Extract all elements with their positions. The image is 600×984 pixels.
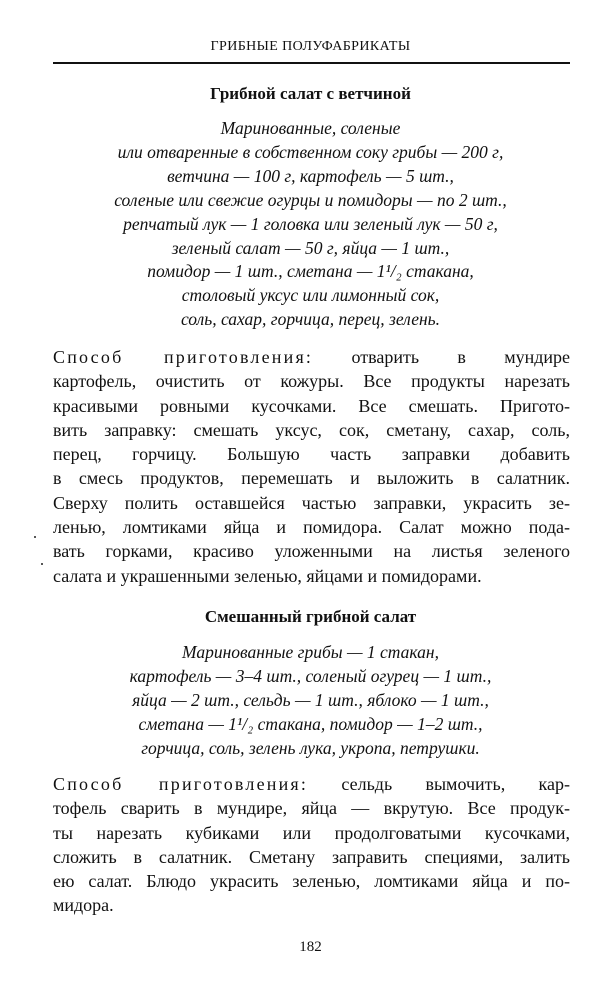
method-line: вать горками, красиво уложенными на листья зеленого: [53, 541, 570, 562]
ingredient-line: соль, сахар, горчица, перец, зелень.: [180, 309, 441, 330]
method-line: салата и украшенными зеленью, яйцами и помидорами.: [53, 565, 482, 586]
method-line: [53, 772, 570, 796]
method-line: Сверху полить оставшейся частью заправки, украсить зе-: [53, 492, 570, 513]
method-line: тофель сварить в мундире, яйца — вкрутую. Все продук-: [53, 798, 570, 819]
ingredient-line: репчатый лук — 1 головка или зеленый лук — 50 г,: [123, 213, 498, 234]
scan-speck: [41, 563, 43, 565]
method-line: в смесь продуктов, перемешать и выложить в салатник.: [53, 468, 570, 489]
page-number: 182: [299, 939, 322, 955]
recipe-title: Смешанный грибной салат: [204, 607, 417, 626]
method-line: ты нарезать кубиками или продолговатыми кусочками,: [53, 822, 570, 843]
ingredient-line: горчица, соль, зелень лука, укропа, петрушки.: [141, 737, 480, 758]
method-line: сложить в салатник. Сметану заправить специями, залить: [53, 846, 570, 867]
ingredient-line: яйца — 2 шт., сельдь — 1 шт., яблоко — 1 шт.,: [132, 689, 489, 710]
method-text: сельдь вымочить, кар-: [308, 774, 570, 794]
method-paragraph: [53, 772, 570, 918]
method-line: ленью, ломтиками яйца и помидора. Салат можно пода-: [53, 517, 570, 538]
ingredient-line: ветчина — 100 г, картофель — 5 шт.,: [167, 165, 454, 186]
method-label: Способ приготовления:: [53, 347, 314, 367]
ingredient-line: соленые или свежие огурцы и помидоры — по 2 шт.,: [114, 189, 507, 210]
method-line: [53, 345, 570, 369]
ingredient-line: картофель — 3–4 шт., соленый огурец — 1 шт.,: [129, 665, 492, 686]
scan-speck: [34, 536, 36, 538]
header-rule: [53, 62, 570, 64]
running-header: ГРИБНЫЕ ПОЛУФАБРИКАТЫ: [210, 39, 411, 54]
method-paragraph: [53, 345, 570, 588]
method-line: мидора.: [53, 895, 114, 916]
ingredient-line: столовый уксус или лимонный сок,: [181, 285, 440, 306]
ingredients-list: [53, 641, 568, 761]
method-text: отварить в мундире: [313, 347, 571, 367]
ingredient-line: зеленый салат — 50 г, яйца — 1 шт.,: [171, 237, 450, 258]
ingredient-line: сметана — 1¹/₂ стакана, помидор — 1–2 шт.,: [138, 713, 483, 734]
method-label: Способ приготовления:: [53, 774, 309, 794]
ingredient-line: Маринованные, соленые: [220, 118, 401, 138]
method-line: перец, горчицу. Большую часть заправки добавить: [53, 444, 570, 465]
method-line: картофель, очистить от кожуры. Все продукты нарезать: [53, 371, 570, 392]
ingredient-line: или отваренные в собственном соку грибы — 200 г,: [117, 141, 504, 162]
method-line: ею салат. Блюдо украсить зеленью, ломтиками яйца и по-: [53, 871, 570, 892]
ingredients-list: [53, 117, 568, 332]
ingredient-line: помидор — 1 шт., сметана — 1¹/₂ стакана,: [147, 261, 474, 282]
recipe-title: Грибной салат с ветчиной: [210, 84, 411, 103]
method-line: вить заправку: смешать уксус, сок, сметану, сахар, соль,: [53, 419, 570, 440]
ingredient-line: Маринованные грибы — 1 стакан,: [182, 642, 439, 662]
method-line: красивыми ровными кусочками. Все смешать. Пригото-: [53, 395, 570, 416]
